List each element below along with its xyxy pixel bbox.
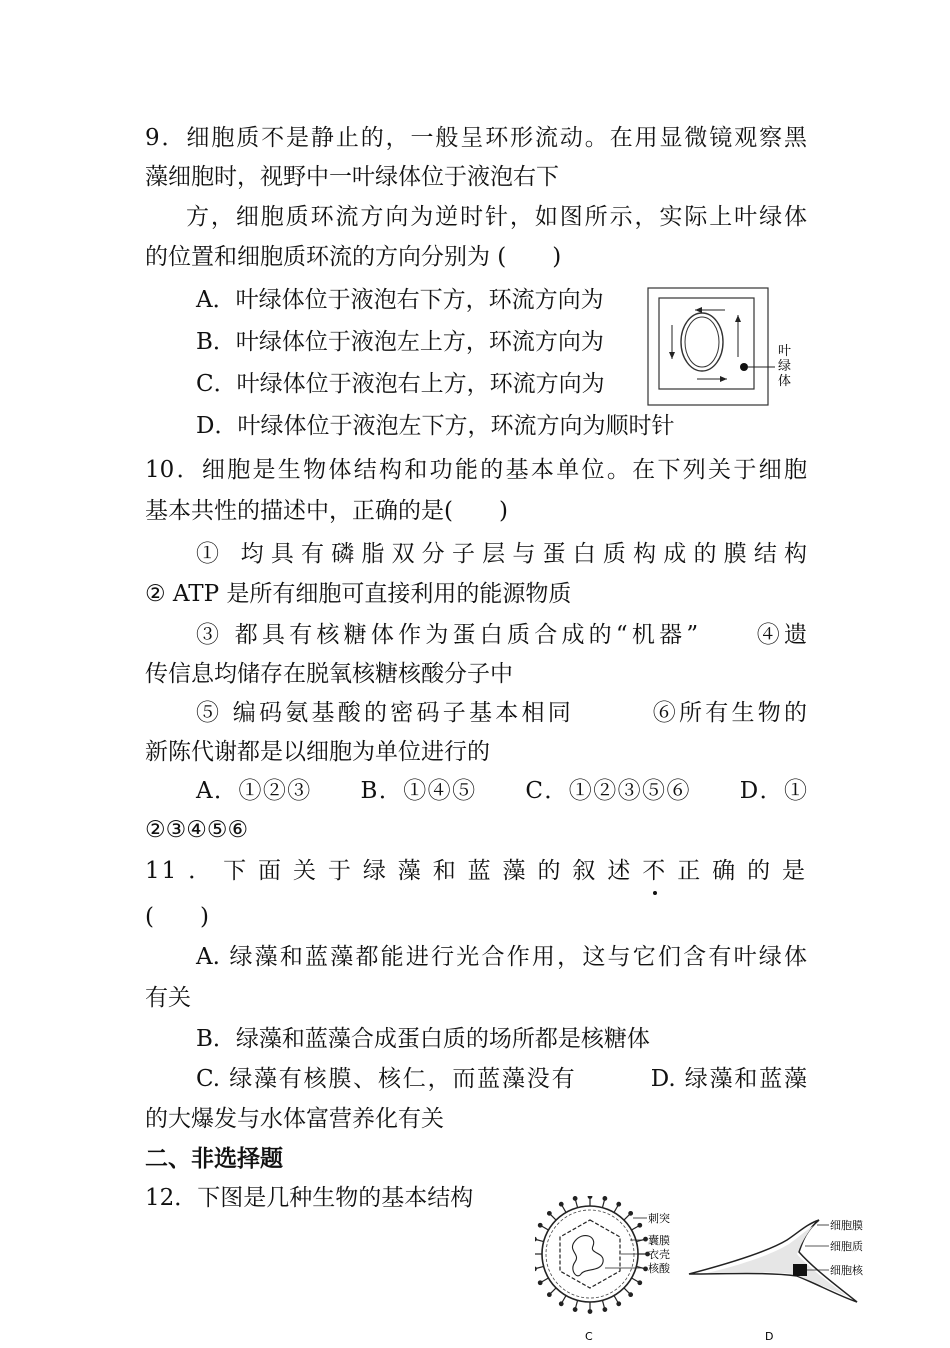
virus-spike bbox=[576, 1200, 578, 1208]
virus-spike bbox=[576, 1300, 578, 1308]
q11-option-a-continued: 有关 bbox=[145, 985, 191, 1011]
q12-line-1: 12．下图是几种生物的基本结构 bbox=[145, 1185, 474, 1211]
inner-cell-membrane bbox=[659, 298, 754, 389]
virus-spike bbox=[536, 1240, 544, 1242]
q11-option-c-d: C. 绿藻有核膜、核仁，而蓝藻没有 D. 绿藻和蓝藻 bbox=[196, 1066, 807, 1092]
virus-spike bbox=[542, 1278, 549, 1282]
q11-stem-post: 正确的是 bbox=[667, 858, 807, 884]
virus-spikes bbox=[535, 1196, 649, 1313]
virus-spike-tip bbox=[573, 1308, 577, 1312]
q12-figure-c bbox=[535, 1196, 685, 1344]
virus-spike bbox=[632, 1226, 639, 1230]
virus-envelope-inner bbox=[546, 1210, 634, 1298]
q10-statement-4: 传信息均储存在脱氧核糖核酸分子中 bbox=[145, 661, 513, 687]
virus-spike-tip bbox=[548, 1212, 552, 1216]
virus-spike-tip bbox=[573, 1197, 577, 1201]
q11-emphasis-word: 不 bbox=[642, 858, 668, 884]
chloroplast-label-3: 体 bbox=[778, 374, 792, 389]
q9-option-c: C．叶绿体位于液泡右上方，环流方向为 bbox=[196, 371, 605, 397]
q10-statement-5: ⑤ 编码氨基酸的密码子基本相同 ⑥所有生物的 bbox=[196, 700, 807, 726]
q11-line-1 bbox=[145, 856, 807, 886]
q11-option-b: B．绿藻和蓝藻合成蛋白质的场所都是核糖体 bbox=[196, 1026, 650, 1052]
virus-spike bbox=[632, 1278, 639, 1282]
chloroplast-dot bbox=[740, 363, 748, 371]
q9-line-1: 9．细胞质不是静止的，一般呈环形流动。在用显微镜观察黑 bbox=[145, 125, 807, 151]
virus-spike-tip bbox=[638, 1281, 642, 1285]
q9-option-a bbox=[196, 285, 604, 315]
virus-spike-tip bbox=[535, 1267, 536, 1271]
q11-option-a: A. 绿藻和蓝藻都能进行光合作用，这与它们含有叶绿体 bbox=[196, 944, 807, 970]
virus-spike-tip bbox=[538, 1223, 542, 1227]
virus-spike-tip bbox=[617, 1302, 621, 1306]
q10-statement-6: 新陈代谢都是以细胞为单位进行的 bbox=[145, 739, 490, 765]
figure-d-caption: D bbox=[765, 1330, 774, 1343]
virus-label-nucleic-acid: 核酸 bbox=[648, 1262, 670, 1275]
virus-label-spike: 刺突 bbox=[648, 1212, 670, 1225]
q9-line-2: 藻细胞时，视野中一叶绿体位于液泡右下 bbox=[145, 164, 559, 190]
q9-cell-figure bbox=[647, 287, 797, 407]
q10-line-1: 10．细胞是生物体结构和功能的基本单位。在下列关于细胞 bbox=[145, 457, 807, 483]
q9-option-d: D．叶绿体位于液泡左下方，环流方向为顺时针 bbox=[196, 413, 675, 439]
q10-statement-2: ② ATP 是所有细胞可直接利用的能源物质 bbox=[145, 581, 572, 607]
virus-label-envelope: 囊膜 bbox=[648, 1234, 670, 1247]
virus-spike bbox=[614, 1206, 618, 1213]
virus-spike-tip bbox=[559, 1202, 563, 1206]
chloroplast-label-2: 绿 bbox=[778, 359, 792, 374]
q11-line-2: ( ) bbox=[145, 904, 209, 930]
virus-spike bbox=[624, 1288, 630, 1294]
virus-spike-tip bbox=[559, 1302, 563, 1306]
cell-label-nucleus: 细胞核 bbox=[830, 1264, 863, 1277]
virus-spike bbox=[562, 1206, 566, 1213]
virus-spike-tip bbox=[538, 1281, 542, 1285]
virus-spike-tip bbox=[535, 1237, 536, 1241]
chloroplast-label-1: 叶 bbox=[778, 344, 792, 359]
virus-diagram bbox=[535, 1196, 685, 1344]
virus-spike bbox=[536, 1266, 544, 1268]
virus-spike bbox=[542, 1226, 549, 1230]
virus-spike-tip bbox=[629, 1212, 633, 1216]
q9-option-a-letter: A． bbox=[196, 287, 236, 313]
virus-spike-tip bbox=[638, 1223, 642, 1227]
virus-spike bbox=[550, 1288, 556, 1294]
virus-spike bbox=[562, 1296, 566, 1303]
virus-spike-tip bbox=[617, 1202, 621, 1206]
virus-spike bbox=[624, 1214, 630, 1220]
virus-spike-tip bbox=[603, 1197, 607, 1201]
cell-d-diagram bbox=[687, 1212, 887, 1344]
q10-options: A．①②③ B．①④⑤ C．①②③⑤⑥ D．① bbox=[196, 778, 807, 804]
virus-spike-tip bbox=[588, 1310, 592, 1314]
outer-cell-wall bbox=[648, 288, 768, 405]
q9-option-b: B．叶绿体位于液泡左上方，环流方向为 bbox=[196, 329, 604, 355]
q9-line-3: 方，细胞质环流方向为逆时针，如图所示，实际上叶绿体 bbox=[186, 204, 807, 230]
q11-option-d-continued: 的大爆发与水体富营养化有关 bbox=[145, 1106, 444, 1132]
virus-label-capsid: 衣壳 bbox=[648, 1248, 670, 1261]
vacuole-inner bbox=[685, 317, 719, 367]
virus-spike bbox=[614, 1296, 618, 1303]
virus-nucleic-acid bbox=[572, 1236, 603, 1276]
virus-spike-tip bbox=[603, 1308, 607, 1312]
virus-spike-tip bbox=[629, 1293, 633, 1297]
section-heading: 二、非选择题 bbox=[145, 1145, 283, 1172]
q10-line-2: 基本共性的描述中，正确的是( ) bbox=[145, 498, 508, 524]
virus-spike bbox=[550, 1214, 556, 1220]
q11-stem-pre: 11．下面关于绿藻和蓝藻的叙述 bbox=[145, 858, 643, 884]
figure-c-caption: C bbox=[585, 1330, 593, 1343]
virus-spike bbox=[602, 1200, 604, 1208]
cell-label-cytoplasm: 细胞质 bbox=[830, 1240, 863, 1253]
q10-statement-3: ③ 都具有核糖体作为蛋白质合成的“机器” ④遗 bbox=[196, 622, 807, 648]
virus-capsid bbox=[560, 1220, 620, 1288]
q10-options-continued: ②③④⑤⑥ bbox=[145, 817, 249, 843]
vacuole bbox=[681, 313, 723, 371]
virus-spike-tip bbox=[548, 1293, 552, 1297]
q9-option-a-text: 叶绿体位于液泡右下方，环流方向为 bbox=[235, 287, 604, 313]
cell-label-membrane: 细胞膜 bbox=[830, 1219, 863, 1232]
virus-spike bbox=[602, 1300, 604, 1308]
q9-cell-diagram bbox=[647, 287, 797, 407]
cell-cytoplasm bbox=[707, 1226, 847, 1296]
virus-spike-tip bbox=[588, 1196, 592, 1198]
q12-figure-d bbox=[687, 1212, 887, 1344]
q9-line-4: 的位置和细胞质环流的方向分别为 ( ) bbox=[145, 244, 562, 270]
q10-statement-1: ① 均具有磷脂双分子层与蛋白质构成的膜结构 bbox=[196, 541, 807, 567]
cell-nucleus bbox=[793, 1264, 807, 1276]
